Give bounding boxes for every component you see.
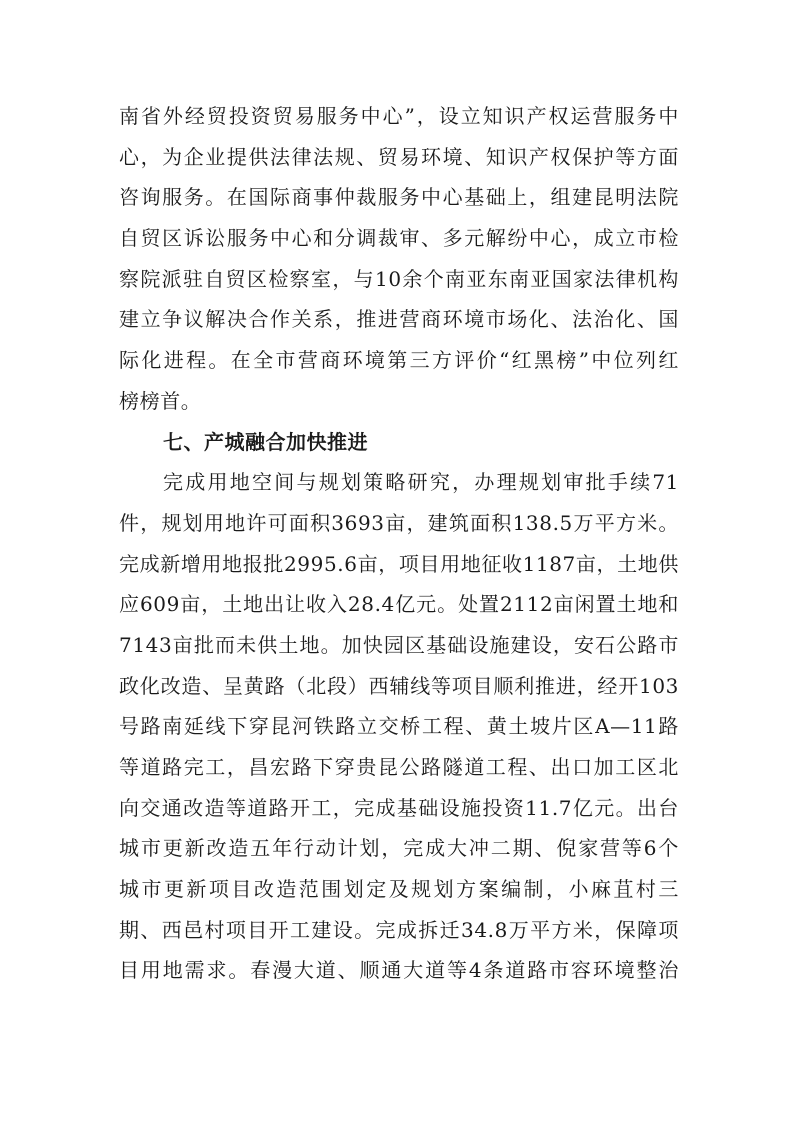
text-line: 城市更新改造五年行动计划，完成大冲二期、倪家营等6个	[119, 836, 679, 861]
text-line: 咨询服务。在国际商事仲裁服务中心基础上，组建昆明法院	[119, 185, 679, 210]
text-line: 城市更新项目改造范围划定及规划方案编制，小麻苴村三	[119, 877, 679, 902]
text-line: 7143亩批而未供土地。加快园区基础设施建设，安石公路市	[119, 632, 679, 657]
text-line: 心，为企业提供法律法规、贸易环境、知识产权保护等方面	[119, 144, 679, 169]
text-line: 建立争议解决合作关系，推进营商环境市场化、法治化、国	[119, 307, 679, 332]
text-line: 南省外经贸投资贸易服务中心”，设立知识产权运营服务中	[119, 104, 679, 128]
text-line: 向交通改造等道路开工，完成基础设施投资11.7亿元。出台	[119, 795, 679, 820]
text-line: 期、西邑村项目开工建设。完成拆迁34.8万平方米，保障项	[119, 917, 679, 942]
paragraph-industry-city-integration	[119, 462, 679, 991]
text-line: 应609亩，土地出让收入28.4亿元。处置2112亩闲置土地和	[119, 592, 679, 617]
text-line: 察院派驻自贸区检察室，与10余个南亚东南亚国家法律机构	[119, 266, 679, 291]
document-body	[119, 96, 679, 991]
section-heading: 七、产城融合加快推进	[163, 429, 368, 454]
text-line: 际化进程。在全市营商环境第三方评价“红黑榜”中位列红	[119, 348, 679, 373]
paragraph-previous-continuation	[119, 96, 679, 422]
text-line: 号路南延线下穿昆河铁路立交桥工程、黄土坡片区A—11路	[119, 714, 679, 739]
text-line: 完成新增用地报批2995.6亩，项目用地征收1187亩，土地供	[119, 551, 679, 576]
text-line: 榜榜首。	[119, 388, 202, 413]
text-line: 政化改造、呈黄路（北段）西辅线等项目顺利推进，经开103	[119, 673, 679, 698]
text-line: 自贸区诉讼服务中心和分调裁审、多元解纷中心，成立市检	[119, 226, 679, 251]
text-line: 等道路完工，昌宏路下穿贵昆公路隧道工程、出口加工区北	[119, 755, 679, 779]
text-line: 完成用地空间与规划策略研究，办理规划审批手续71	[163, 470, 679, 495]
text-line: 件，规划用地许可面积3693亩，建筑面积138.5万平方米。	[119, 510, 679, 535]
text-line: 目用地需求。春漫大道、顺通大道等4条道路市容环境整治	[119, 958, 679, 983]
